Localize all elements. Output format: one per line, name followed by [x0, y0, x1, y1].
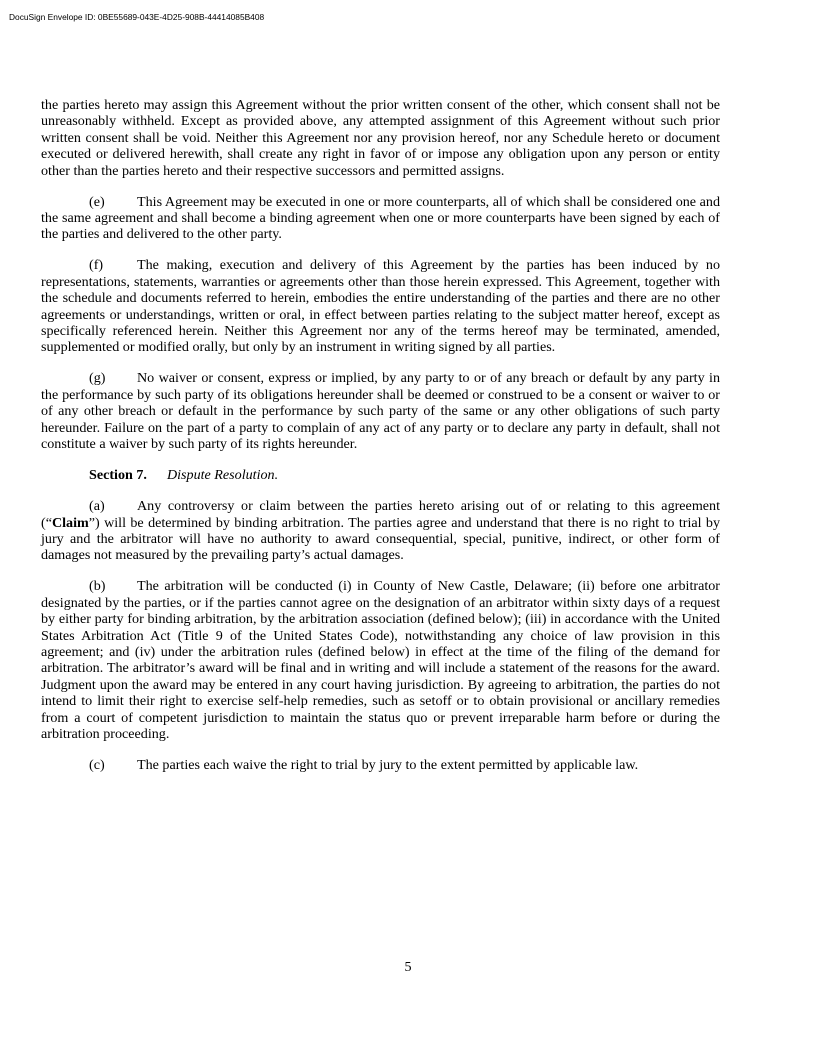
section-7-paragraph-a — [41, 498, 720, 564]
document-body — [41, 97, 720, 788]
section-7-paragraph-c — [41, 757, 720, 773]
paragraph-text: The making, execution and delivery of this Agreement by the parties has been induced by no representations, statements, warranties or agreements other than those herein expressed. This Agreement, together with the schedule and documents referred to herein, embodies the entire understanding of the parties and there are no other agreements or understandings, written or oral, in effect between parties relating to the subject matter hereof, except as specifically referenced herein. Neither this Agreement nor any of the terms hereof may be terminated, amended, supplemented or modified orally, but only by an instrument in writing signed by all parties. — [41, 257, 720, 356]
paragraph-marker: (c) — [89, 756, 105, 773]
docusign-envelope-id: DocuSign Envelope ID: 0BE55689-043E-4D25-908B-44414085B408 — [9, 12, 265, 22]
paragraph-marker: (e) — [89, 193, 105, 210]
paragraph-text: The arbitration will be conducted (i) in County of New Castle, Delaware; (ii) before one arbitrator designated by the parties, or if the parties cannot agree on the designation of an arbitrator within sixty days of a request by either party for binding arbitration, by the arbitration association (defined below); (iii) in accordance with the United States Arbitration Act (Title 9 of the United States Code), notwithstanding any choice of law provision in this agreement; and (iv) under the arbitration rules (defined below) in effect at the time of the filing of the demand for arbitration. The arbitrator’s award will be final and in writing and will include a statement of the reasons for the award. Judgment upon the award may be entered in any court having jurisdiction. By agreeing to arbitration, the parties do not intend to limit their right to exercise self-help remedies, such as setoff or to obtain provisional or ancillary remedies from a court of competent jurisdiction to maintain the status quo or prevent irreparable harm before or during the arbitration proceeding. — [41, 578, 720, 742]
paragraph-text: The parties each waive the right to trial by jury to the extent permitted by applicable law. — [137, 756, 639, 773]
paragraph-text-before: Any controversy or claim between the parties hereto arising out of or relating to this agreement (“ — [41, 498, 720, 531]
paragraph-e — [41, 194, 720, 243]
section-title: Dispute Resolution. — [166, 467, 279, 484]
paragraph-marker: (f) — [89, 257, 104, 274]
paragraph-continuation: the parties hereto may assign this Agreement without the prior written consent of the other, which consent shall not be unreasonably withheld. Except as provided above, any attempted assignment of this Agreement without such prior written consent shall be void. Neither this Agreement nor any provision hereof, nor any Schedule hereto or document executed or delivered herewith, shall create any right in favor of or impose any obligation upon any person or entity other than the parties hereto and their respective successors and permitted assigns. — [41, 97, 720, 179]
section-label: Section 7. — [89, 467, 147, 484]
paragraph-text: No waiver or consent, express or implied, by any party to or of any breach or default by any party in the performance by such party of its obligations hereunder shall be deemed or construed to be a consent or waiver to or of any other breach or default in the performance by such party of the same or any other obligations of such party hereunder. Failure on the part of a party to complain of any act of any party or to declare any party in default, shall not constitute a waiver by such party of its rights hereunder. — [41, 370, 720, 453]
paragraph-f — [41, 257, 720, 355]
paragraph-text-after: ”) will be determined by binding arbitration. The parties agree and understand that there is no right to trial by jury and the arbitrator will have no authority to award consequential, special, punitive, indirect, or other form of damages not measured by the prevailing party’s actual damages. — [41, 514, 720, 564]
paragraph-marker: (g) — [89, 370, 106, 387]
section-7-heading — [41, 467, 720, 483]
defined-term-claim: Claim — [51, 514, 89, 531]
page-number: 5 — [404, 959, 412, 975]
paragraph-text: This Agreement may be executed in one or more counterparts, all of which shall be considered one and the same agreement and shall become a binding agreement when one or more counterparts have been signed by each of the parties and delivered to the other party. — [41, 193, 720, 243]
paragraph-marker: (a) — [89, 498, 105, 515]
paragraph-g — [41, 370, 720, 452]
section-7-paragraph-b — [41, 578, 720, 742]
paragraph-marker: (b) — [89, 578, 106, 595]
